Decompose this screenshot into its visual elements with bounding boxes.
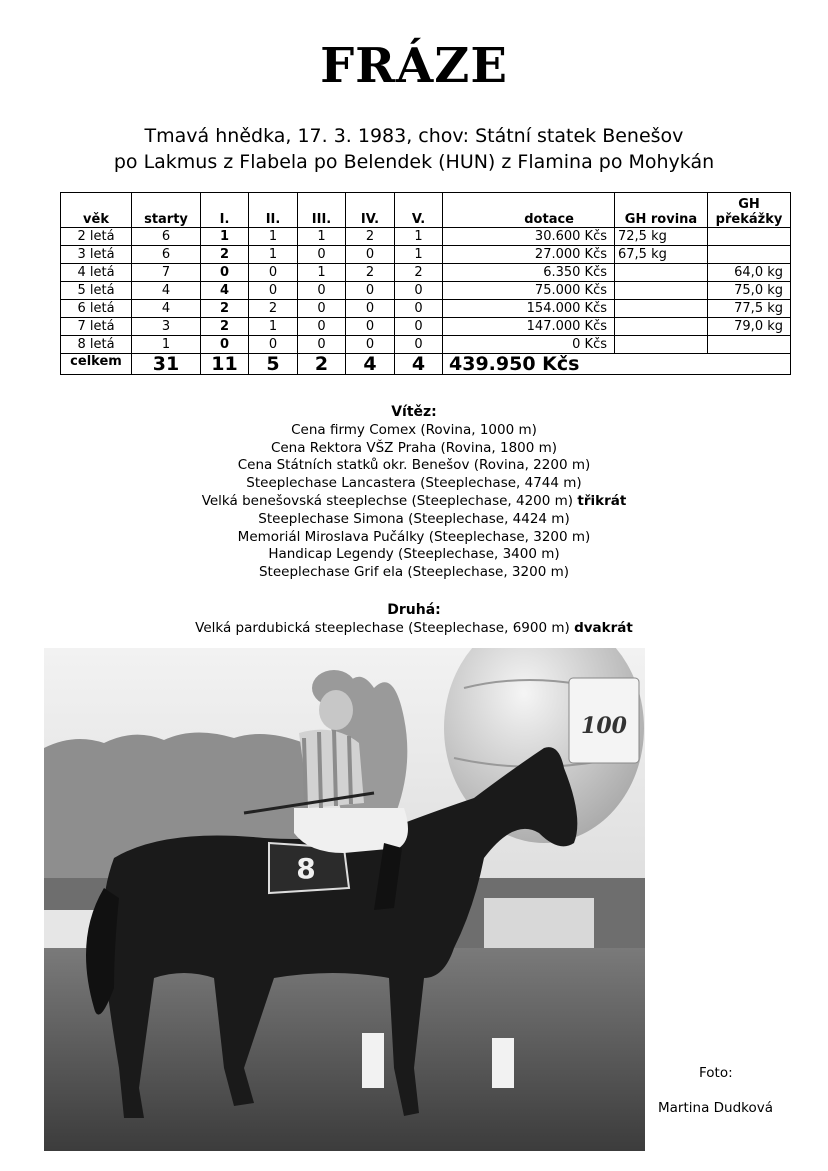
table-cell-first: 2	[201, 300, 249, 318]
table-cell-fourth: 2	[346, 264, 395, 282]
horse-description: Tmavá hnědka, 17. 3. 1983, chov: Státní statek Benešov	[144, 125, 684, 147]
header-age: věk	[61, 193, 132, 228]
table-cell-gh-flat	[615, 282, 708, 300]
race-name: Steeplechase Simona (Steeplechase, 4424 m)	[258, 510, 570, 527]
table-cell-gh-jump	[708, 228, 791, 246]
table-cell-gh-flat	[615, 336, 708, 354]
table-row	[61, 336, 791, 354]
list-item	[0, 422, 828, 440]
table-cell-fifth: 0	[395, 300, 443, 318]
table-cell-starts: 1	[132, 336, 201, 354]
list-item	[0, 475, 828, 493]
race-statistics-table	[60, 192, 791, 375]
table-cell-second: 0	[249, 282, 298, 300]
header-fifth: V.	[395, 193, 443, 228]
table-cell-starts: 4	[132, 300, 201, 318]
table-cell-first: 0	[201, 264, 249, 282]
race-name: Cena Státních statků okr. Benešov (Rovina, 2200 m)	[237, 457, 591, 474]
table-cell-first: 1	[201, 228, 249, 246]
table-cell-gh-jump	[708, 246, 791, 264]
table-cell-fifth: 0	[395, 318, 443, 336]
total-cell-prize: 439.950 Kčs	[443, 354, 791, 375]
saddle-number: 8	[296, 852, 316, 885]
race-name: Cena Rektora VŠZ Praha (Rovina, 1800 m)	[270, 439, 558, 456]
table-cell-first: 2	[201, 246, 249, 264]
race-name: Steeplechase Lancastera (Steeplechase, 4744 m)	[246, 475, 582, 492]
table-cell-fourth: 0	[346, 300, 395, 318]
table-cell-second: 2	[249, 300, 298, 318]
table-cell-fourth: 0	[346, 336, 395, 354]
table-cell-fourth: 0	[346, 318, 395, 336]
table-row	[61, 228, 791, 246]
race-name: Velká benešovská steeplechse (Steeplechase, 4200 m)	[201, 492, 574, 509]
table-cell-fifth: 0	[395, 282, 443, 300]
list-item	[0, 529, 828, 547]
win-count: třikrát	[577, 492, 627, 509]
table-cell-third: 0	[298, 318, 346, 336]
table-cell-age: 6 letá	[61, 300, 132, 318]
second-places-heading: Druhá:	[387, 602, 441, 618]
page-title: FRÁZE	[320, 38, 508, 94]
table-cell-third: 1	[298, 228, 346, 246]
winners-heading: Vítěz:	[391, 404, 437, 420]
list-item	[0, 457, 828, 475]
leg-bandage	[492, 1038, 514, 1088]
table-cell-third: 0	[298, 282, 346, 300]
table-cell-second: 1	[249, 246, 298, 264]
total-cell-first: 11	[201, 354, 249, 375]
table-cell-prize: 6.350 Kčs	[443, 264, 615, 282]
table-cell-gh-jump: 77,5 kg	[708, 300, 791, 318]
header-third: III.	[298, 193, 346, 228]
table-cell-age: 2 letá	[61, 228, 132, 246]
table-cell-gh-flat	[615, 264, 708, 282]
total-cell-second: 5	[249, 354, 298, 375]
table-total-row	[61, 354, 791, 375]
table-body	[61, 228, 791, 375]
table-cell-prize: 75.000 Kčs	[443, 282, 615, 300]
table-cell-fifth: 1	[395, 246, 443, 264]
win-count: dvakrát	[574, 619, 633, 636]
table-cell-gh-jump: 79,0 kg	[708, 318, 791, 336]
winners-section	[0, 404, 828, 582]
table-cell-starts: 6	[132, 246, 201, 264]
table-cell-first: 4	[201, 282, 249, 300]
header-prize: dotace	[443, 193, 615, 228]
total-cell-third: 2	[298, 354, 346, 375]
table-cell-second: 0	[249, 336, 298, 354]
table-cell-starts: 4	[132, 282, 201, 300]
table-cell-starts: 6	[132, 228, 201, 246]
table-header-row	[61, 193, 791, 228]
table-cell-fourth: 0	[346, 246, 395, 264]
table-cell-third: 0	[298, 300, 346, 318]
race-name: Memoriál Miroslava Pučálky (Steeplechase, 3200 m)	[237, 528, 591, 545]
table-cell-age: 7 letá	[61, 318, 132, 336]
table-cell-fourth: 0	[346, 282, 395, 300]
table-cell-gh-flat: 67,5 kg	[615, 246, 708, 264]
total-cell-label: celkem	[61, 354, 132, 375]
photo-credit-label: Foto:	[699, 1065, 733, 1081]
total-cell-starts: 31	[132, 354, 201, 375]
table-cell-gh-flat: 72,5 kg	[615, 228, 708, 246]
header-gh-flat: GH rovina	[615, 193, 708, 228]
header-first: I.	[201, 193, 249, 228]
table-cell-second: 1	[249, 228, 298, 246]
horse-pedigree: po Lakmus z Flabela po Belendek (HUN) z Flamina po Mohykán	[113, 151, 715, 173]
table-cell-fifth: 0	[395, 336, 443, 354]
table-row	[61, 264, 791, 282]
table-cell-third: 0	[298, 246, 346, 264]
table-cell-prize: 0 Kčs	[443, 336, 615, 354]
race-name: Velká pardubická steeplechase (Steeplechase, 6900 m)	[195, 619, 570, 636]
table-row	[61, 300, 791, 318]
header-gh-jump: GH překážky	[708, 193, 791, 228]
list-item	[0, 511, 828, 529]
horse-photo-illustration	[44, 648, 645, 1151]
table-cell-second: 0	[249, 264, 298, 282]
table-cell-age: 8 letá	[61, 336, 132, 354]
table-cell-age: 5 letá	[61, 282, 132, 300]
list-item	[0, 546, 828, 564]
table-cell-age: 4 letá	[61, 264, 132, 282]
photo-credit-author: Martina Dudková	[658, 1100, 774, 1116]
table-cell-gh-jump	[708, 336, 791, 354]
table-cell-starts: 3	[132, 318, 201, 336]
table-cell-prize: 147.000 Kčs	[443, 318, 615, 336]
table-cell-second: 1	[249, 318, 298, 336]
list-item	[0, 564, 828, 582]
jockey-head	[319, 690, 353, 730]
winners-list	[0, 422, 828, 582]
fence	[484, 898, 594, 948]
table-cell-fifth: 1	[395, 228, 443, 246]
race-name: Steeplechase Grif ela (Steeplechase, 3200 m)	[258, 564, 569, 581]
header-second: II.	[249, 193, 298, 228]
table-cell-gh-flat	[615, 300, 708, 318]
total-cell-fourth: 4	[346, 354, 395, 375]
table-cell-fourth: 2	[346, 228, 395, 246]
balloon-text: 100	[581, 713, 627, 739]
table-cell-first: 2	[201, 318, 249, 336]
list-item	[0, 440, 828, 458]
table-row	[61, 318, 791, 336]
table-row	[61, 282, 791, 300]
table-cell-first: 0	[201, 336, 249, 354]
table-cell-gh-jump: 75,0 kg	[708, 282, 791, 300]
second-places-list	[0, 620, 828, 638]
race-name: Cena firmy Comex (Rovina, 1000 m)	[291, 421, 537, 438]
total-cell-fifth: 4	[395, 354, 443, 375]
list-item	[0, 620, 828, 638]
race-name: Handicap Legendy (Steeplechase, 3400 m)	[268, 546, 560, 563]
table-cell-prize: 30.600 Kčs	[443, 228, 615, 246]
horse-photo	[44, 648, 645, 1151]
table-cell-third: 1	[298, 264, 346, 282]
table-cell-prize: 154.000 Kčs	[443, 300, 615, 318]
list-item	[0, 493, 828, 511]
leg-bandage	[362, 1033, 384, 1088]
table-row	[61, 246, 791, 264]
header-starts: starty	[132, 193, 201, 228]
table-cell-gh-flat	[615, 318, 708, 336]
header-fourth: IV.	[346, 193, 395, 228]
table-cell-age: 3 letá	[61, 246, 132, 264]
table-cell-third: 0	[298, 336, 346, 354]
table-cell-prize: 27.000 Kčs	[443, 246, 615, 264]
second-places-section	[0, 602, 828, 638]
table-cell-fifth: 2	[395, 264, 443, 282]
table-cell-starts: 7	[132, 264, 201, 282]
table-cell-gh-jump: 64,0 kg	[708, 264, 791, 282]
